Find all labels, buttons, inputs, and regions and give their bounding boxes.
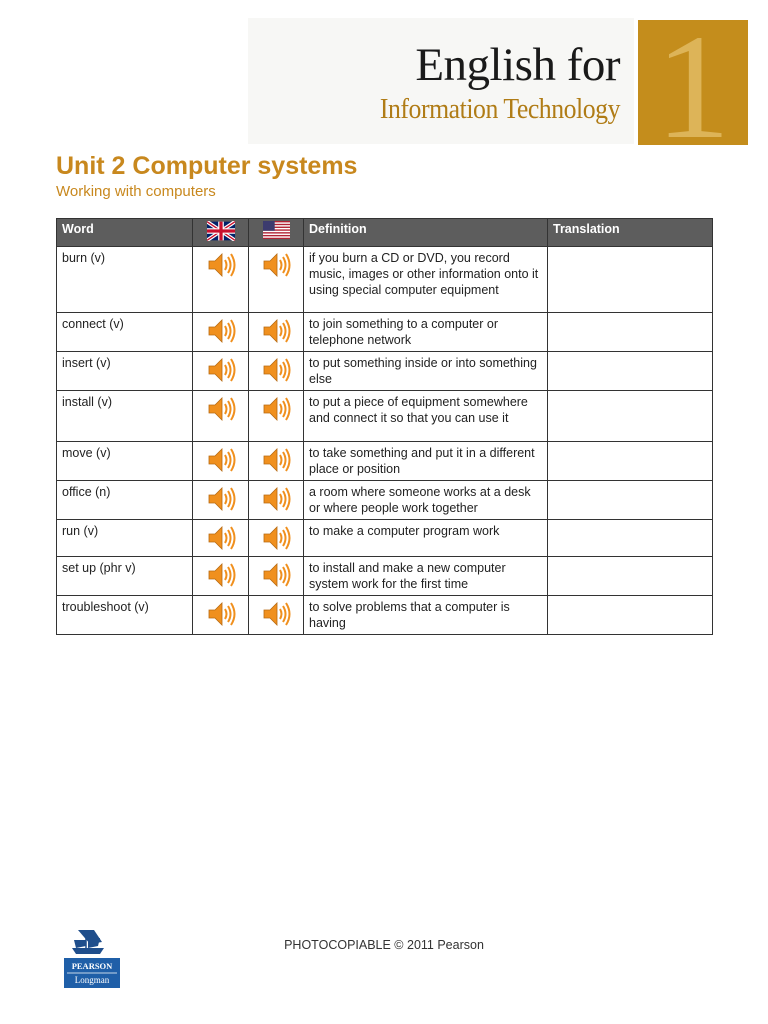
us-audio-cell [249, 557, 304, 596]
table-row [57, 557, 713, 596]
translation-cell[interactable] [548, 391, 713, 442]
translation-cell[interactable] [548, 481, 713, 520]
us-audio-cell [249, 391, 304, 442]
definition-cell: to make a computer program work [304, 520, 548, 557]
level-badge [638, 20, 748, 145]
logo-bottom-text: Longman [74, 975, 110, 985]
us-audio-cell [249, 352, 304, 391]
us-speaker-icon[interactable] [261, 524, 291, 556]
definition-cell: to take something and put it in a different place or position [304, 442, 548, 481]
uk-audio-cell [193, 520, 249, 557]
unit-subtitle: Working with computers [56, 183, 216, 200]
logo-top-text: PEARSON [71, 961, 113, 971]
definition-cell: to put a piece of equipment somewhere and connect it so that you can use it [304, 391, 548, 442]
word-cell: move (v) [57, 442, 193, 481]
vocabulary-table [56, 218, 713, 635]
definition-cell: to solve problems that a computer is having [304, 596, 548, 635]
header-definition: Definition [304, 219, 548, 247]
uk-speaker-icon[interactable] [206, 395, 236, 427]
uk-flag-icon [207, 221, 235, 245]
definition-cell: to put something inside or into something else [304, 352, 548, 391]
uk-speaker-icon[interactable] [206, 485, 236, 517]
unit-title: Unit 2 Computer systems [56, 152, 358, 180]
us-speaker-icon[interactable] [261, 446, 291, 478]
table-row [57, 391, 713, 442]
us-speaker-icon[interactable] [261, 485, 291, 517]
word-cell: insert (v) [57, 352, 193, 391]
word-cell: run (v) [57, 520, 193, 557]
header-uk [193, 219, 249, 247]
word-cell: connect (v) [57, 313, 193, 352]
us-speaker-icon[interactable] [261, 356, 291, 388]
word-cell: troubleshoot (v) [57, 596, 193, 635]
translation-cell[interactable] [548, 313, 713, 352]
us-audio-cell [249, 520, 304, 557]
uk-speaker-icon[interactable] [206, 251, 236, 283]
us-audio-cell [249, 313, 304, 352]
table-row [57, 442, 713, 481]
us-flag-icon [263, 221, 290, 243]
book-title: English for [415, 39, 620, 91]
translation-cell[interactable] [548, 442, 713, 481]
translation-cell[interactable] [548, 520, 713, 557]
footer-copyright: PHOTOCOPIABLE © 2011 Pearson [284, 938, 484, 952]
table-row [57, 352, 713, 391]
uk-speaker-icon[interactable] [206, 356, 236, 388]
translation-cell[interactable] [548, 247, 713, 313]
uk-audio-cell [193, 313, 249, 352]
uk-audio-cell [193, 442, 249, 481]
header-translation: Translation [548, 219, 713, 247]
table-header-row [57, 219, 713, 247]
word-cell: install (v) [57, 391, 193, 442]
book-subtitle: Information Technology [379, 94, 620, 125]
uk-audio-cell [193, 247, 249, 313]
definition-cell: if you burn a CD or DVD, you record music, images or other information onto it using special computer equipment [304, 247, 548, 313]
uk-speaker-icon[interactable] [206, 446, 236, 478]
definition-cell: to install and make a new computer system work for the first time [304, 557, 548, 596]
us-audio-cell [249, 247, 304, 313]
table-row [57, 313, 713, 352]
table-row [57, 481, 713, 520]
uk-audio-cell [193, 596, 249, 635]
level-number: 1 [655, 20, 731, 145]
table-row [57, 596, 713, 635]
header-word: Word [57, 219, 193, 247]
us-audio-cell [249, 481, 304, 520]
word-cell: set up (phr v) [57, 557, 193, 596]
translation-cell[interactable] [548, 352, 713, 391]
uk-speaker-icon[interactable] [206, 561, 236, 593]
us-audio-cell [249, 596, 304, 635]
uk-audio-cell [193, 391, 249, 442]
definition-cell: to join something to a computer or telephone network [304, 313, 548, 352]
table-row [57, 520, 713, 557]
us-speaker-icon[interactable] [261, 395, 291, 427]
us-speaker-icon[interactable] [261, 317, 291, 349]
word-cell: office (n) [57, 481, 193, 520]
uk-audio-cell [193, 352, 249, 391]
uk-audio-cell [193, 557, 249, 596]
uk-audio-cell [193, 481, 249, 520]
word-cell: burn (v) [57, 247, 193, 313]
us-speaker-icon[interactable] [261, 251, 291, 283]
definition-cell: a room where someone works at a desk or where people work together [304, 481, 548, 520]
translation-cell[interactable] [548, 596, 713, 635]
uk-speaker-icon[interactable] [206, 600, 236, 632]
us-speaker-icon[interactable] [261, 600, 291, 632]
us-speaker-icon[interactable] [261, 561, 291, 593]
uk-speaker-icon[interactable] [206, 317, 236, 349]
table-row [57, 247, 713, 313]
pearson-longman-logo [64, 928, 120, 988]
uk-speaker-icon[interactable] [206, 524, 236, 556]
translation-cell[interactable] [548, 557, 713, 596]
header-us [249, 219, 304, 247]
us-audio-cell [249, 442, 304, 481]
